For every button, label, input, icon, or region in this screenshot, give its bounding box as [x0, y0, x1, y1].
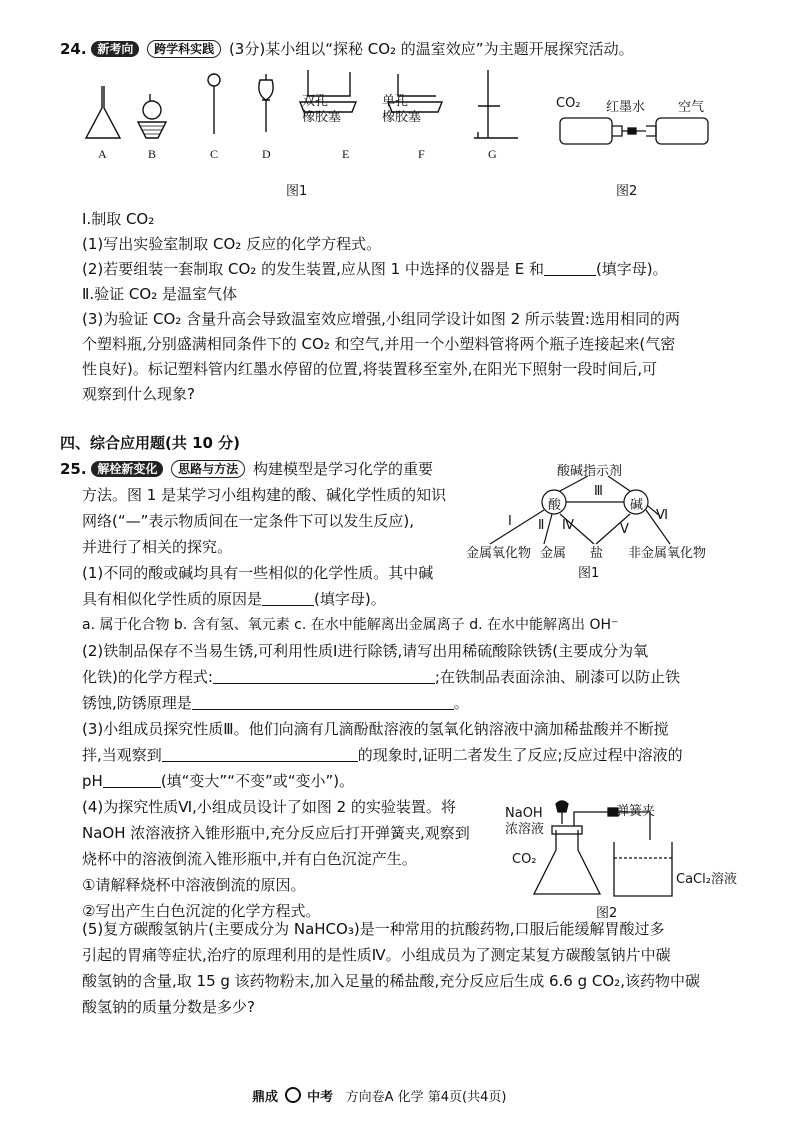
- round-flask-b: [143, 101, 161, 119]
- q25-intro-line4: 并进行了相关的探究。: [82, 538, 233, 556]
- q25-p2-line1: (2)铁制品保存不当易生锈,可利用性质Ⅰ进行除锈,请写出用稀硫酸除铁锈(主要成分为氧: [82, 642, 649, 660]
- beaker: [614, 842, 672, 896]
- fig1-nonmetal-oxide: 非金属氧化物: [628, 546, 707, 561]
- footer-info: 方向卷A 化学 第4页(共4页): [345, 1090, 507, 1105]
- q25-p3-line2: 拌,当观察到 的现象时,证明二者发生了反应;反应过程中溶液的: [82, 746, 683, 764]
- q25-p4-line4: ①请解释烧杯中溶液倒流的原因。: [82, 876, 306, 894]
- q24-fig2-caption: 图2: [616, 184, 638, 199]
- q24-tag-cross: 跨学科实践: [147, 40, 221, 58]
- stopper-double-label: 双孔 橡胶塞: [302, 94, 342, 125]
- q25-tag-method: 思路与方法: [171, 460, 245, 478]
- fig1-num-2: Ⅱ: [538, 518, 545, 533]
- q24-p2: (2)若要组装一套制取 CO₂ 的发生装置,应从图 1 中选择的仪器是 E 和 (填字母)。: [82, 260, 668, 278]
- q25-number: 25.: [60, 460, 87, 478]
- q25-p2-line2: 化铁)的化学方程式: ;在铁制品表面涂油、刷漆可以防止铁: [82, 668, 680, 686]
- fig1-label-g: G: [488, 147, 497, 161]
- q25-p5-line4: 酸氢钠的质量分数是多少?: [82, 998, 255, 1016]
- q25-p4-line2: NaOH 浓溶液挤入锥形瓶中,充分反应后打开弹簧夹,观察到: [82, 824, 470, 842]
- fig1-label-a: A: [98, 147, 107, 161]
- fig1-label-c: C: [210, 147, 219, 161]
- fig1-metal: 金属: [540, 546, 567, 561]
- q25-p4-line3: 烧杯中的溶液倒流入锥形瓶中,并有白色沉淀产生。: [82, 850, 417, 868]
- fig2-ink-label: 红墨水: [606, 100, 646, 115]
- q24-header: [60, 38, 634, 60]
- fig1-num-3: Ⅲ: [594, 484, 603, 499]
- fig2-clip-label: 弹簧夹: [616, 804, 656, 819]
- logo-icon: [285, 1087, 301, 1103]
- q25-intro-line3: 网络(“—”表示物质间在一定条件下可以发生反应),: [82, 512, 415, 530]
- fig1-base-label: 碱: [630, 498, 644, 513]
- fig1-acid-label: 酸: [548, 498, 562, 513]
- q25-p1-blank[interactable]: [262, 589, 314, 606]
- q25-intro-line1: 构建模型是学习化学的重要: [252, 460, 433, 478]
- q25-header: [60, 458, 433, 480]
- fig1-label-b: B: [148, 147, 157, 161]
- q25-p5-line1: (5)复方碳酸氢钠片(主要成分为 NaHCO₃)是一种常用的抗酸药物,口服后能缓解胃酸过多: [82, 920, 665, 938]
- q25-p4-line5: ②写出产生白色沉淀的化学方程式。: [82, 902, 321, 920]
- fig2-co2-label: CO₂: [512, 852, 537, 867]
- q25-p1: 具有相似化学性质的原因是 (填字母)。: [82, 590, 386, 608]
- fig1-num-1: Ⅰ: [508, 514, 512, 529]
- fig1-label-e: E: [342, 147, 350, 161]
- q25-fig2-caption: 图2: [596, 906, 618, 921]
- conical-flask: [534, 830, 600, 894]
- q25-tag-new: 解栓新变化: [91, 461, 163, 477]
- q24-fig1-caption: 图1: [286, 184, 308, 199]
- q25-p4-line1: (4)为探究性质Ⅵ,小组成员设计了如图 2 的实验装置。将: [82, 798, 456, 816]
- fig1-label-f: F: [418, 147, 425, 161]
- q25-p5-line3: 酸氢钠的含量,取 15 g 该药物粉末,加入足量的稀盐酸,充分反应后生成 6.6 g CO₂,该药物中碳: [82, 972, 700, 990]
- iron-stand-g: [474, 70, 518, 138]
- fig1-salt: 盐: [590, 546, 604, 561]
- q25-intro-line5: (1)不同的酸或碱均具有一些相似的化学性质。其中碱: [82, 564, 434, 582]
- fig2-air-label: 空气: [678, 100, 705, 115]
- page-footer: [252, 1086, 506, 1105]
- q24-tag-new: 新考向: [91, 41, 139, 57]
- q25-p3-line1: (3)小组成员探究性质Ⅲ。他们向滴有几滴酚酞溶液的氢氧化钠溶液中滴加稀盐酸并不断搅: [82, 720, 669, 738]
- q24-intro: (3分)某小组以“探秘 CO₂ 的温室效应”为主题开展探究活动。: [228, 40, 634, 58]
- fig1-num-4: Ⅳ: [562, 518, 574, 533]
- fig2-cacl2-label: CaCl₂溶液: [676, 872, 737, 887]
- q25-p2-rust-blank[interactable]: [192, 693, 454, 710]
- q24-number: 24.: [60, 40, 87, 58]
- q25-options: a. 属于化合物 b. 含有氢、氧元素 c. 在水中能解离出金属离子 d. 在水中能解离出 OH⁻: [82, 617, 619, 633]
- q25-p3-line3: pH (填“变大”“不变”或“变小”)。: [82, 772, 355, 790]
- q25-intro-line2: 方法。图 1 是某学习小组构建的酸、碱化学性质的知识: [82, 486, 447, 504]
- q24-figure1: [80, 66, 520, 196]
- fig1-num-5: Ⅴ: [620, 522, 629, 537]
- q25-p5-line2: 引起的胃痛等症状,治疗的原理利用的是性质Ⅳ。小组成员为了测定某复方碳酸氢钠片中碳: [82, 946, 671, 964]
- q24-p3-line3: 性良好)。标记塑料管内红墨水停留的位置,将装置移至室外,在阳光下照射一段时间后,可: [82, 360, 658, 378]
- q25-p2-equation-blank[interactable]: [213, 667, 435, 684]
- fig2-co2-label: CO₂: [556, 96, 581, 111]
- fig1-indicator-label: 酸碱指示剂: [557, 464, 623, 479]
- stopper-single-label: 单孔 橡胶塞: [382, 94, 422, 125]
- q24-p3-line2: 个塑料瓶,分别盛满相同条件下的 CO₂ 和空气,并用一个小塑料管将两个瓶子连接起来(气密: [82, 335, 676, 353]
- fig1-metal-oxide: 金属氧化物: [466, 546, 532, 561]
- q24-p3-line4: 观察到什么现象?: [82, 385, 195, 403]
- q25-p3-ph-blank[interactable]: [103, 771, 161, 788]
- q25-p3-phenomenon-blank[interactable]: [162, 745, 358, 762]
- q25-p2-line3: 锈蚀,防锈原理是 。: [82, 694, 469, 712]
- q24-p2-blank[interactable]: [544, 259, 596, 276]
- q24-part1: Ⅰ.制取 CO₂: [82, 210, 155, 228]
- q24-p1: (1)写出实验室制取 CO₂ 反应的化学方程式。: [82, 235, 382, 253]
- fig2-naoh-label: NaOH 浓溶液: [505, 806, 545, 837]
- conical-flask-a: [86, 86, 120, 138]
- footer-brand: 鼎成: [252, 1090, 279, 1105]
- sep-funnel-d: [259, 74, 273, 100]
- fig1-label-d: D: [262, 147, 271, 161]
- q24-p3-line1: (3)为验证 CO₂ 含量升高会导致温室效应增强,小组同学设计如图 2 所示装置:选用相同的两: [82, 310, 680, 328]
- q24-part2: Ⅱ.验证 CO₂ 是温室气体: [82, 285, 237, 303]
- fig1-num-6: Ⅵ: [656, 508, 668, 523]
- q25-fig1-caption: 图1: [578, 566, 600, 581]
- section-4-heading: 四、综合应用题(共 10 分): [60, 434, 241, 452]
- footer-brand-2: 中考: [307, 1090, 334, 1105]
